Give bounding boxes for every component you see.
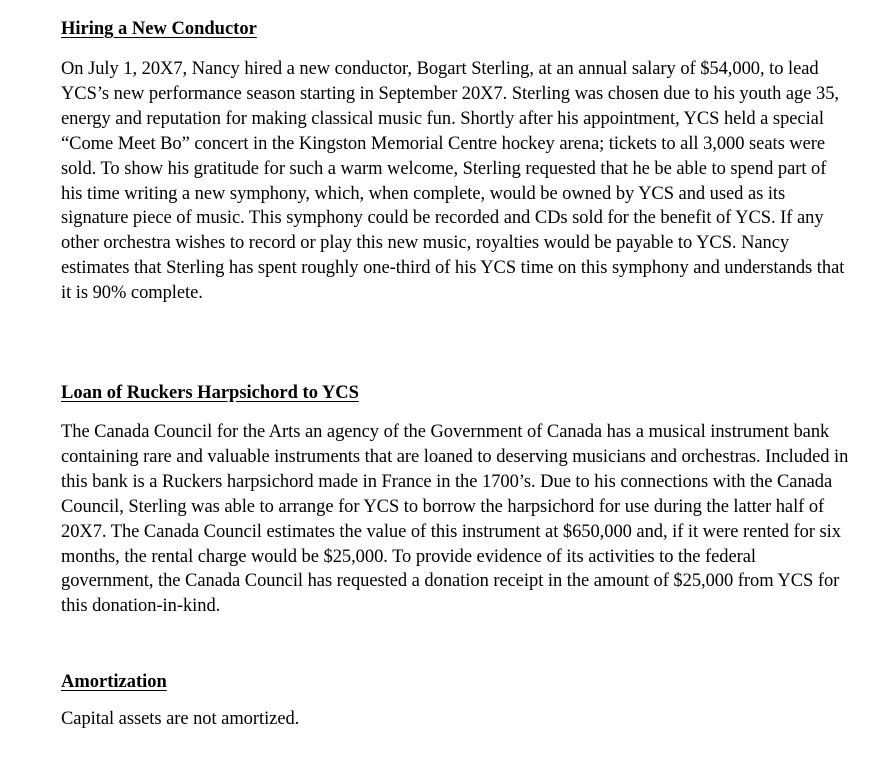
section-heading-hiring: Hiring a New Conductor xyxy=(61,19,257,39)
section-heading-amortization: Amortization xyxy=(61,672,167,692)
section-body-harpsichord-loan: The Canada Council for the Arts an agency of the Government of Canada has a musical instrument bank containing rare and valuable instruments that are loaned to deserving musicians and orchestras. Included in this bank is a Ruckers harpsichord made in France in the 1700’s. Due to his connections with the Canada Council, Sterling was able to arrange for YCS to borrow the harpsichord for use during the latter half of 20X7. The Canada Council estimates the value of this instrument at $650,000 and, if it were rented for six months, the rental charge would be $25,000. To provide evidence of its activities to the federal government, the Canada Council has requested a donation receipt in the amount of $25,000 from YCS for this donation-in-kind. xyxy=(61,422,849,617)
section-heading-harpsichord-loan: Loan of Ruckers Harpsichord to YCS xyxy=(61,383,359,403)
section-body-hiring: On July 1, 20X7, Nancy hired a new conductor, Bogart Sterling, at an annual salary of $54,000, to lead YCS’s new performance season starting in September 20X7. Sterling was chosen due to his youth age 35, energy and reputation for making classical music fun. Shortly after his appointment, YCS held a special “Come Meet Bo” concert in the Kingston Memorial Centre hockey arena; tickets to all 3,000 seats were sold. To show his gratitude for such a warm welcome, Sterling requested that he be able to spend part of his time writing a new symphony, which, when complete, would be owned by YCS and used as its signature piece of music. This symphony could be recorded and CDs sold for the benefit of YCS. If any other orchestra wishes to record or play this new music, royalties would be payable to YCS. Nancy estimates that Sterling has spent roughly one-third of his YCS time on this symphony and understands that it is 90% complete. xyxy=(61,59,845,304)
section-body-amortization: Capital assets are not amortized. xyxy=(61,709,300,729)
